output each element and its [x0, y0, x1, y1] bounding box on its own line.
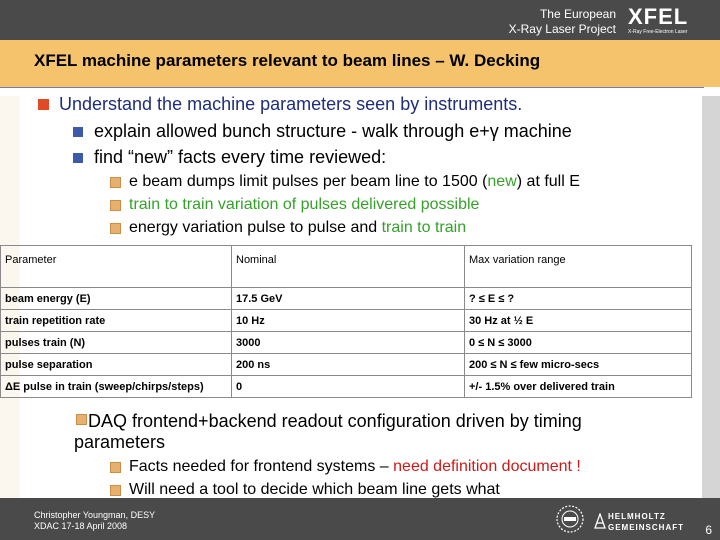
xfel-logo: XFEL	[628, 4, 689, 29]
table-cell: 10 Hz	[232, 310, 465, 332]
highlight-need-definition: need definition document !	[393, 458, 581, 475]
orange-square-bullet-icon	[110, 200, 121, 211]
bullet-level3	[110, 481, 500, 499]
table-row	[1, 332, 692, 354]
parameter-table	[0, 245, 692, 398]
table-cell: +/- 1.5% over delivered train	[465, 376, 692, 398]
daq-paragraph	[74, 411, 634, 453]
highlight-new: new	[487, 173, 517, 190]
bullet-text: find “new” facts every time reviewed:	[94, 147, 387, 167]
page-number: 6	[705, 523, 712, 537]
bullet-level3	[110, 219, 466, 237]
bullet-level3	[110, 458, 581, 476]
table-cell: ? ≤ E ≤ ?	[465, 288, 692, 310]
divider	[0, 87, 704, 88]
table-cell: 0 ≤ N ≤ 3000	[465, 332, 692, 354]
table-cell: 30 Hz at ½ E	[465, 310, 692, 332]
table-cell: 0	[232, 376, 465, 398]
table-cell: pulse separation	[1, 354, 232, 376]
helmholtz-label-2: GEMEINSCHAFT	[608, 523, 684, 532]
brand-line-2: X-Ray Laser Project	[508, 22, 616, 36]
brand-line-1: The European	[539, 7, 616, 21]
slide-title: XFEL machine parameters relevant to beam lines – W. Decking	[34, 51, 541, 70]
xfel-logo-tagline: X-Ray Free-Electron Laser	[628, 29, 688, 35]
desy-logo	[555, 504, 585, 534]
red-square-bullet-icon	[38, 99, 49, 110]
header-cell: Max variation range	[465, 246, 692, 288]
bullet-text: Will need a tool to decide which beam line gets what	[129, 481, 500, 498]
bullet-level3	[110, 173, 580, 191]
table-cell: beam energy (E)	[1, 288, 232, 310]
table-row	[1, 288, 692, 310]
table-row	[1, 376, 692, 398]
right-margin-panel	[702, 96, 720, 498]
table-cell: 17.5 GeV	[232, 288, 465, 310]
bullet-text: explain allowed bunch structure - walk through e+γ machine	[94, 121, 572, 141]
blue-square-bullet-icon	[73, 153, 83, 163]
highlight-train-to-train: train to train	[381, 219, 467, 236]
footer-event: XDAC 17-18 April 2008	[34, 521, 128, 531]
bullet-level2	[73, 121, 572, 142]
bullet-text: train to train variation of pulses delivered possible	[129, 196, 480, 213]
footer-author: Christopher Youngman, DESY	[34, 510, 156, 520]
table-cell: ΔE pulse in train (sweep/chirps/steps)	[1, 376, 232, 398]
table-cell: 200 ns	[232, 354, 465, 376]
bullet-text: Understand the machine parameters seen by instruments.	[59, 94, 523, 114]
daq-text: DAQ frontend+backend readout configuration driven by timing parameters	[74, 411, 582, 452]
helmholtz-label-1: HELMHOLTZ	[608, 512, 666, 521]
header-cell: Nominal	[232, 246, 465, 288]
helmholtz-logo	[594, 513, 606, 529]
table-row	[1, 310, 692, 332]
table-header-row	[1, 246, 692, 288]
bullet-text: energy variation pulse to pulse and train to train	[129, 219, 467, 236]
orange-square-bullet-icon	[110, 462, 121, 473]
bullet-text: e beam dumps limit pulses per beam line to 1500 (new) at full E	[129, 173, 580, 190]
orange-square-bullet-icon	[110, 485, 121, 496]
table-cell: train repetition rate	[1, 310, 232, 332]
table-cell: 3000	[232, 332, 465, 354]
orange-square-bullet-icon	[110, 177, 121, 188]
table-row	[1, 354, 692, 376]
bullet-level2	[73, 147, 386, 168]
orange-square-bullet-icon	[110, 223, 121, 234]
table-cell: pulses train (N)	[1, 332, 232, 354]
blue-square-bullet-icon	[73, 127, 83, 137]
bullet-text: Facts needed for frontend systems – need definition document !	[129, 458, 581, 475]
header-cell: Parameter	[1, 246, 232, 288]
bullet-level3	[110, 196, 479, 214]
bullet-level1	[38, 94, 522, 115]
table-cell: 200 ≤ N ≤ few micro-secs	[465, 354, 692, 376]
